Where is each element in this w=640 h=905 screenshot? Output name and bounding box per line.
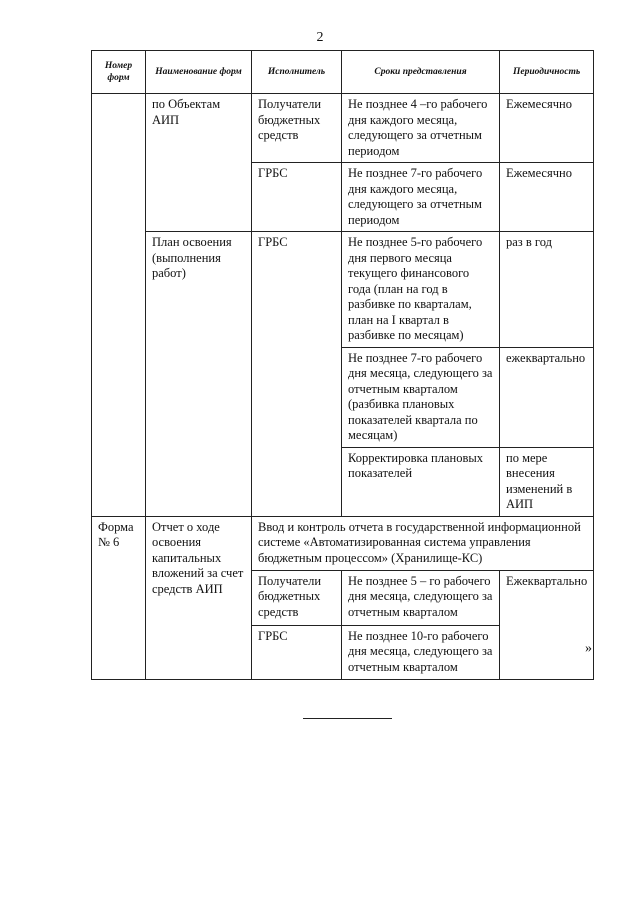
form-number-cell-empty	[92, 94, 146, 517]
deadline-cell: Корректировка плановых показателей	[342, 447, 500, 516]
form-name-cell: Отчет о ходе освоения капитальных вложений за счет средств АИП	[146, 516, 252, 679]
executor-cell: Получатели бюджетных средств	[252, 94, 342, 163]
deadline-cell: Не позднее 4 –го рабочего дня каждого месяца, следующего за отчетным периодом	[342, 94, 500, 163]
merged-instruction-cell: Ввод и контроль отчета в государственной информационной системе «Автоматизированная система управления бюджетным процессом» (Хранилище-КС)	[252, 516, 594, 570]
deadline-cell: Не позднее 7-го рабочего дня месяца, следующего за отчетным кварталом (разбивка плановых показателей квартала по месяцам)	[342, 347, 500, 447]
form-number-cell: Форма № 6	[92, 516, 146, 679]
header-executor: Исполнитель	[252, 51, 342, 94]
deadline-cell: Не позднее 5-го рабочего дня первого месяца текущего финансового года (план на год в разбивке по кварталам, план на I квартал в разбивке по месяцам)	[342, 232, 500, 348]
header-form-name: Наименование форм	[146, 51, 252, 94]
header-periodicity: Периодичность	[500, 51, 594, 94]
closing-quote: »	[585, 641, 592, 656]
deadline-cell: Не позднее 10-го рабочего дня месяца, следующего за отчетным кварталом	[342, 625, 500, 679]
header-form-number: Номер форм	[92, 51, 146, 94]
header-deadline: Сроки представления	[342, 51, 500, 94]
periodicity-cell: Ежемесячно	[500, 163, 594, 232]
executor-cell: ГРБС	[252, 625, 342, 679]
form-name-cell: План освоения (выполнения работ)	[146, 232, 252, 517]
form-name-cell: по Объектам АИП	[146, 94, 252, 232]
table-row	[92, 516, 594, 570]
divider-line	[303, 718, 392, 719]
periodicity-cell: ежеквартально	[500, 347, 594, 447]
deadline-cell: Не позднее 5 – го рабочего дня месяца, следующего за отчетным кварталом	[342, 570, 500, 625]
page-number: 2	[316, 30, 324, 45]
periodicity-cell: Ежемесячно	[500, 94, 594, 163]
reporting-forms-table	[91, 50, 594, 680]
executor-cell: ГРБС	[252, 232, 342, 517]
periodicity-cell: Ежеквартально	[500, 570, 594, 679]
deadline-cell: Не позднее 7-го рабочего дня каждого месяца, следующего за отчетным периодом	[342, 163, 500, 232]
executor-cell: Получатели бюджетных средств	[252, 570, 342, 625]
executor-cell: ГРБС	[252, 163, 342, 232]
table-row	[92, 232, 594, 348]
periodicity-cell: по мере внесения изменений в АИП	[500, 447, 594, 516]
table-header-row	[92, 51, 594, 94]
table-row	[92, 94, 594, 163]
periodicity-cell: раз в год	[500, 232, 594, 348]
